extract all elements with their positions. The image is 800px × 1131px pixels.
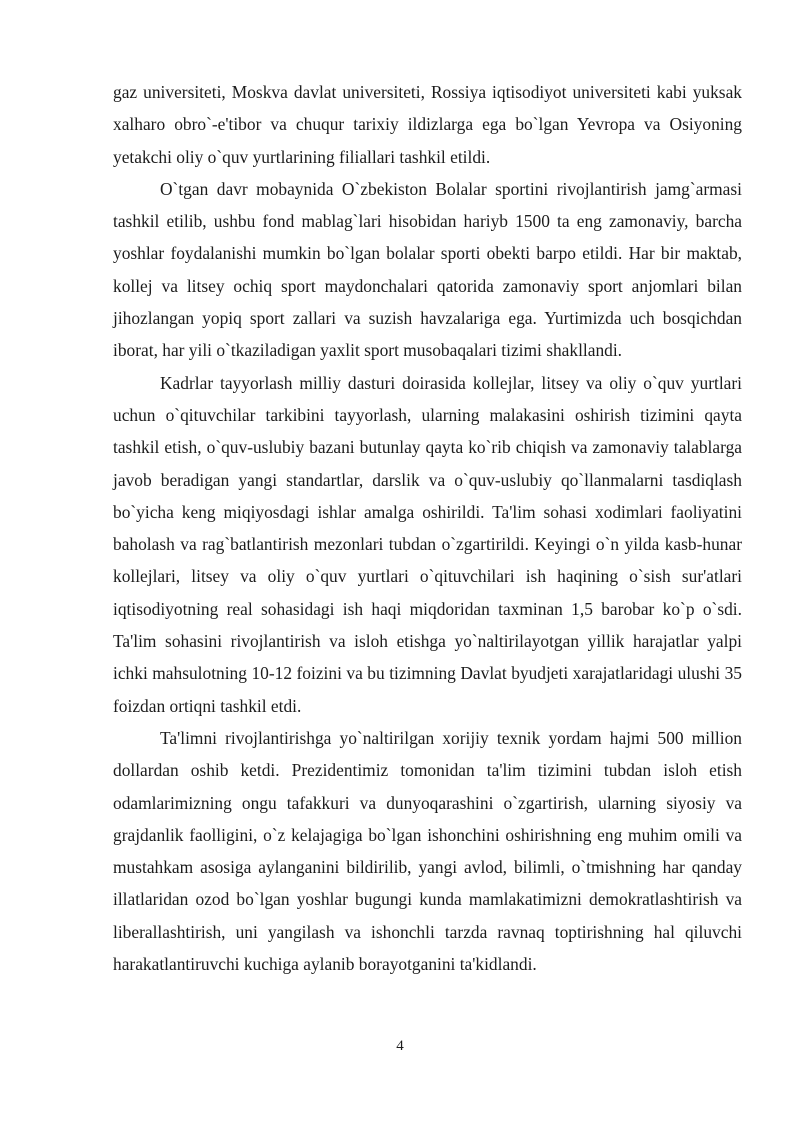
paragraph-foreign-assistance: Ta'limni rivojlantirishga yo`naltirilgan xorijiy texnik yordam hajmi 500 million dollardan oshib ketdi. Prezidentimiz tomonidan ta'lim tizimini tubdan isloh etish odamlarimizning ongu tafakkuri va dunyoqarashini o`zgartirish, ularning siyosiy va grajdanlik faolligini, o`z kelajagiga bo`lgan ishonchini oshirishning eng muhim omili va mustahkam asosiga aylanganini bildirilib, yangi avlod, bilimli, o`tmishning har qanday illatlaridan ozod bo`lgan yoshlar bugungi kunda mamlakatimizni demokratlashtirish va liberallashtirish, uni yangilash va ishonchli tarzda ravnaq toptirishning hal qiluvchi harakatlantiruvchi kuchiga aylanib borayotganini ta'kidlandi. xyxy=(113,727,742,975)
paragraph-children-sports: O`tgan davr mobaynida O`zbekiston Bolalar sportini rivojlantirish jamg`armasi tashkil etilib, ushbu fond mablag`lari hisobidan hariyb 1500 ta eng zamonaviy, barcha yoshlar foydalanishi mumkin bo`lgan bolalar sporti obekti barpo etildi. Har bir maktab, kollej va litsey ochiq sport maydonchalari qatorida zamonaviy sport anjomlari bilan jihozlangan yopiq sport zallari va suzish havzalariga ega. Yurtimizda uch bosqichdan iborat, har yili o`tkaziladigan yaxlit sport musobaqalari tizimi shakllandi. xyxy=(113,178,742,361)
paragraph-continuation: gaz universiteti, Moskva davlat universiteti, Rossiya iqtisodiyot universiteti kabi yuksak xalharo obro`-e'tibor va chuqur tarixiy ildizlarga ega bo`lgan Yevropa va Osiyoning yetakchi oliy o`quv yurtlarining filiallari tashkil etildi. xyxy=(113,82,742,167)
document-body xyxy=(113,76,742,980)
page-number: 4 xyxy=(396,1038,404,1054)
paragraph-teacher-training: Kadrlar tayyorlash milliy dasturi doirasida kollejlar, litsey va oliy o`quv yurtlari uchun o`qituvchilar tarkibini tayyorlash, ularning malakasini oshirish tizimini qayta tashkil etish, o`quv-uslubiy bazani butunlay qayta ko`rib chiqish va zamonaviy talablarga javob beradigan yangi standartlar, darslik va o`quv-uslubiy qo`llanmalarni tasdiqlash bo`yicha keng miqiyosdagi ishlar amalga oshirildi. Ta'lim sohasi xodimlari faoliyatini baholash va rag`batlantirish mezonlari tubdan o`zgartirildi. Keyingi o`n yilda kasb-hunar kollejlari, litsey va oliy o`quv yurtlari o`qituvchilari ish haqining o`sish sur'atlari iqtisodiyotning real sohasidagi ish haqi miqdoridan taxminan 1,5 barobar ko`p o`sdi. Ta'lim sohasini rivojlantirish va isloh etishga yo`naltirilayotgan yillik harajatlar yalpi ichki mahsulotning 10-12 foizini va bu tizimning Davlat byudjeti xarajatlaridagi ulushi 35 foizdan ortiqni tashkil etdi. xyxy=(113,372,742,716)
